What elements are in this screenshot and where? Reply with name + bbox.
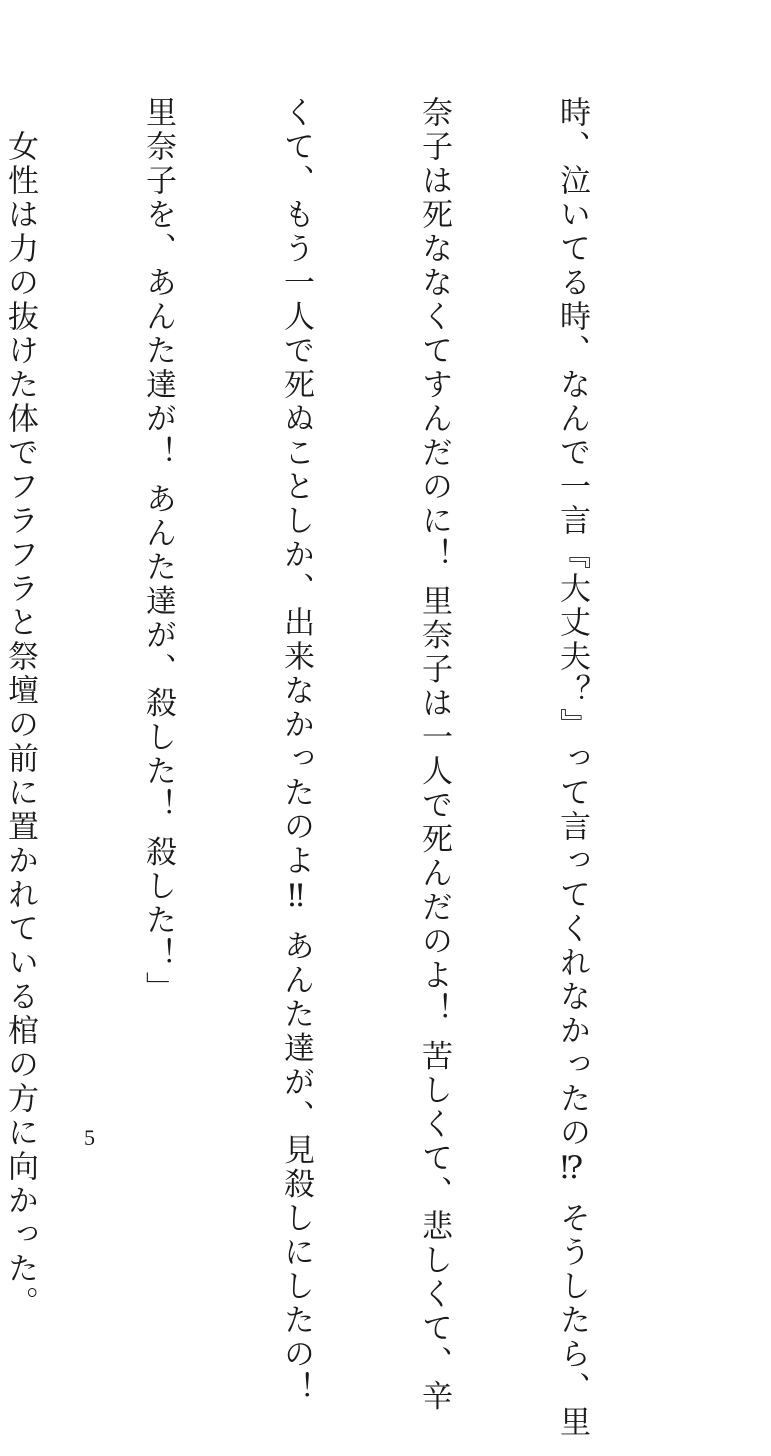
text-line: 奈子は死ななくてすんだのに！ 里奈子は一人で死んだのよ！ 苦しくて、悲しくて、辛 bbox=[416, 96, 452, 1414]
text-line: 時、泣いてる時、なんで一言『大丈夫？』って言ってくれなかったの⁉ そうしたら、里 bbox=[554, 96, 590, 1440]
text-line: くて、もう一人で死ぬことしか、出来なかったのよ‼ あんた達が、見殺しにしたの！ bbox=[278, 96, 314, 1406]
page-number: 5 bbox=[84, 1125, 95, 1150]
body-text bbox=[0, 96, 687, 1440]
text-line: 女性は力の抜けた体でフラフラと祭壇の前に置かれている棺の方に向かった。 bbox=[2, 96, 38, 1320]
text-line: 里奈子を、あんた達が！ あんた達が、殺した！ 殺した！」 bbox=[140, 96, 176, 1006]
